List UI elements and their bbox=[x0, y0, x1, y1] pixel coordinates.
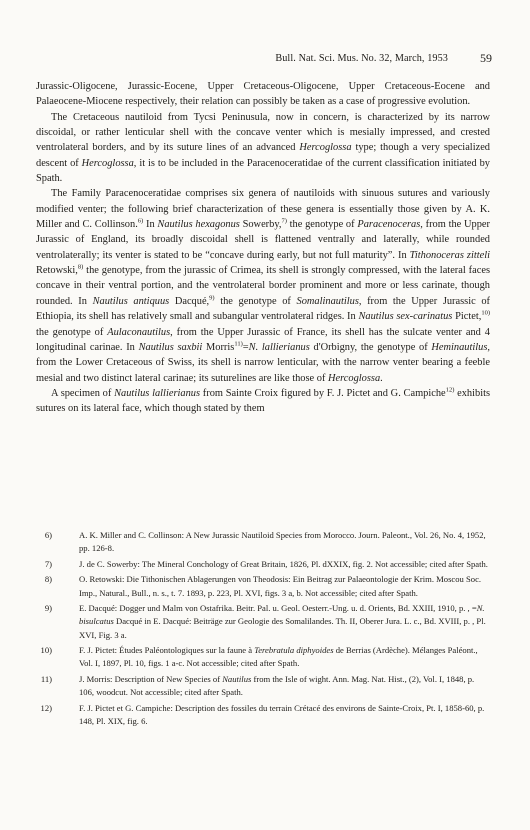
italic-term: Paracenoceras bbox=[357, 219, 421, 231]
italic-term: Nautilus sex-carinatus bbox=[358, 311, 453, 323]
italic-term: Heminautilus bbox=[431, 341, 488, 353]
text-run: Retowski, bbox=[36, 265, 78, 277]
text-run: the genotype of bbox=[36, 326, 108, 338]
italic-term: Nautilus hexagonus bbox=[157, 219, 240, 231]
footnote bbox=[36, 602, 490, 642]
footnote bbox=[36, 644, 490, 670]
text-run: the genotype of bbox=[286, 219, 358, 231]
footnote-ref: 6) bbox=[137, 217, 144, 225]
italic-term: Hercoglossa bbox=[328, 372, 381, 384]
italic-term: Somalinautilus bbox=[296, 295, 359, 307]
footnote bbox=[36, 558, 490, 571]
italic-term: Nautilus antiquus bbox=[92, 295, 170, 307]
footnote bbox=[36, 673, 490, 699]
footnote-text bbox=[79, 602, 490, 642]
footnote-text bbox=[79, 529, 490, 555]
footnote-number: 6 ) bbox=[36, 529, 52, 542]
body-text bbox=[36, 79, 490, 417]
text-run: Dacqué, bbox=[169, 295, 210, 307]
footnote-ref: 8) bbox=[77, 263, 84, 271]
text-run: Pictet, bbox=[452, 311, 482, 323]
paragraph bbox=[36, 186, 490, 385]
text-run: , from the Upper Jurassic of Ethiopia, its shell has relatively small and subangular ventrolateral ridges. In bbox=[36, 295, 490, 323]
footnote-text bbox=[79, 702, 490, 728]
footnote-number: 11 ) bbox=[36, 673, 52, 686]
text-run: the genotype of bbox=[214, 295, 297, 307]
text-run: J. de C. Sowerby: The Mineral Conchology of Great Britain, 1826, Pl. dXXIX, fig. 2. Not accessible; cited after Spath. bbox=[79, 558, 488, 569]
footnote-number: 7 ) bbox=[36, 558, 52, 571]
text-run: F. J. Pictet: Études Paléontologiques sur la faune à bbox=[79, 645, 255, 656]
footnote bbox=[36, 573, 490, 599]
text-run: from Sainte Croix figured by F. J. Pictet and G. Campiche bbox=[200, 387, 446, 399]
text-run: = bbox=[242, 341, 249, 353]
text-run: Jurassic-Oligocene, Jurassic-Eocene, Upper Cretaceous-Oligocene, Upper Cretaceous-Eocene and Palaeocene-Miocene respectively, their relation can possibly be taken as a case of progressive evolution. bbox=[36, 81, 490, 108]
text-run: Morris bbox=[202, 341, 235, 353]
text-run: J. Morris: Description of New Species of bbox=[79, 673, 223, 684]
text-run: , from the Upper Jurassic of France, its shell has the sulcate venter and 4 longitudinal carinae. In bbox=[36, 326, 490, 353]
footnotes bbox=[36, 529, 490, 731]
text-run: the genotype, from the jurassic of Crimea, its shell is strongly compressed, with the lateral faces concave in their ventral portion, and the ventrolateral border prominent and more or less carinate, though rounded. In bbox=[36, 265, 490, 307]
text-run: d'Orbigny, the genotype of bbox=[309, 341, 432, 353]
footnote bbox=[36, 529, 490, 555]
text-run: de Berrias (Ardèche). Mélanges Paléont., Vol. I, 1897, Pl. 10, figs. 1 a-c. Not accessible; cited after Spath. bbox=[79, 645, 478, 669]
text-run: Dacqué in E. Dacqué: Beiträge zur Geologie des Somalilandes. Th. II, Oberer Jura. L. c., Bd. XVIII, p. , Pl. XVI, Fig. 3 a. bbox=[79, 616, 486, 640]
paragraph bbox=[36, 110, 490, 187]
italic-term: N. bisulcatus bbox=[79, 603, 485, 627]
italic-term: Aulaconautilus bbox=[107, 326, 171, 338]
italic-term: Terebratula diphyoides bbox=[254, 645, 334, 656]
footnote-ref: 12) bbox=[445, 386, 455, 394]
footnote bbox=[36, 702, 490, 728]
text-run: In bbox=[143, 219, 158, 231]
text-run: . bbox=[380, 372, 383, 384]
text-run: type; though a very specialized descent of bbox=[36, 142, 490, 169]
page-header bbox=[36, 52, 492, 66]
footnote-number: 10 ) bbox=[36, 644, 52, 657]
footnote-text bbox=[79, 573, 490, 599]
text-run: exhibits sutures on its lateral face, which though stated by them bbox=[36, 387, 491, 415]
text-run: F. J. Pictet et G. Campiche: Description des fossiles du terrain Crétacé des environs de Sainte-Croix, Pt. I, 1858-60, p. 148, Pl. XIX, fig. 6. bbox=[79, 702, 485, 726]
italic-term: N. lallierianus bbox=[248, 341, 310, 353]
footnote-number: 8 ) bbox=[36, 573, 52, 586]
text-run: from the Isle of wight. Ann. Mag. Nat. Hist., (2), Vol. I, 1848, p. 106, woodcut. Not accessible; cited after Spath. bbox=[79, 673, 475, 698]
footnote-text bbox=[79, 644, 490, 670]
footnote-text bbox=[79, 673, 490, 699]
text-run: A specimen of bbox=[51, 387, 115, 399]
footnote-number: 12 ) bbox=[36, 702, 52, 715]
text-run: , from the Lower Cretaceous of Swiss, its shell is narrow lenticular, with the narrow venter bearing a feeble mesial and two distinct lateral carinae; its suturelines are like those of bbox=[36, 341, 490, 384]
text-run: The Family Paracenoceratidae comprises six genera of nautiloids with sinuous sutures and variously modified venter; the following brief characterization of these genera is essentially those given by A. K. Miller and C. Collinson. bbox=[36, 188, 490, 231]
text-run: Sowerby, bbox=[239, 219, 282, 231]
footnote-ref: 11) bbox=[234, 340, 243, 348]
text-run: A. K. Miller and C. Collinson: A New Jurassic Nautiloid Species from Morocco. Journ. Paleont., Vol. 26, No. 4, 1952, pp. 126-8. bbox=[79, 530, 486, 554]
paragraph bbox=[36, 79, 490, 110]
running-title: Bull. Nat. Sci. Mus. No. 32, March, 1953 bbox=[275, 53, 448, 64]
text-run: The Cretaceous nautiloid from Tycsi Peninusula, now in concern, is characterized by its narrow discoidal, or rather lenticular shell with the concave venter which is mesially impressed, and crested ventrolateral borders, and by its suture lines of an advanced bbox=[36, 111, 490, 154]
text-run: O. Retowski: Die Tithonischen Ablagerungen von Theodosis: Ein Beitrag zur Palaeontologie der Krim. Moscou Soc. Imp., Natural., Bull., n. s., t. 7. 1893, p. 223, Pl. XVI, figs. 3 a, b. Not accessible; cited after Spath. bbox=[79, 574, 482, 598]
italic-term: Tithonoceras zitteli bbox=[409, 249, 490, 261]
text-run: E. Dacqué: Dogger und Malm von Ostafrika. Beitr. Pal. u. Geol. Oesterr.-Ung. u. d. Orients, Bd. XXIII, 1910, p. , = bbox=[79, 603, 477, 614]
italic-term: Nautilus saxbii bbox=[138, 341, 203, 353]
footnote-ref: 9) bbox=[209, 294, 215, 302]
italic-term: Nautilus lallierianus bbox=[114, 387, 201, 399]
footnote-ref: 10) bbox=[481, 309, 491, 317]
paragraph bbox=[36, 386, 490, 417]
italic-term: Hercoglossa bbox=[299, 142, 352, 154]
italic-term: Hercoglossa bbox=[81, 157, 134, 169]
page-number: 59 bbox=[480, 51, 492, 65]
text-run: , from the Upper Jurassic of England, its broadly discoidal shell is flattened ventrally and laterally, while rounded ventrolaterally; its venter is stated to be “concave during early, but not full maturity”. In bbox=[36, 219, 491, 261]
footnote-ref: 7) bbox=[281, 217, 287, 225]
footnote-number: 9 ) bbox=[36, 602, 52, 615]
text-run: , it is to be included in the Paracenoceratidae of the current classification initiated by Spath. bbox=[36, 157, 490, 185]
footnote-text bbox=[79, 558, 490, 571]
italic-term: Nautilus bbox=[222, 673, 252, 684]
